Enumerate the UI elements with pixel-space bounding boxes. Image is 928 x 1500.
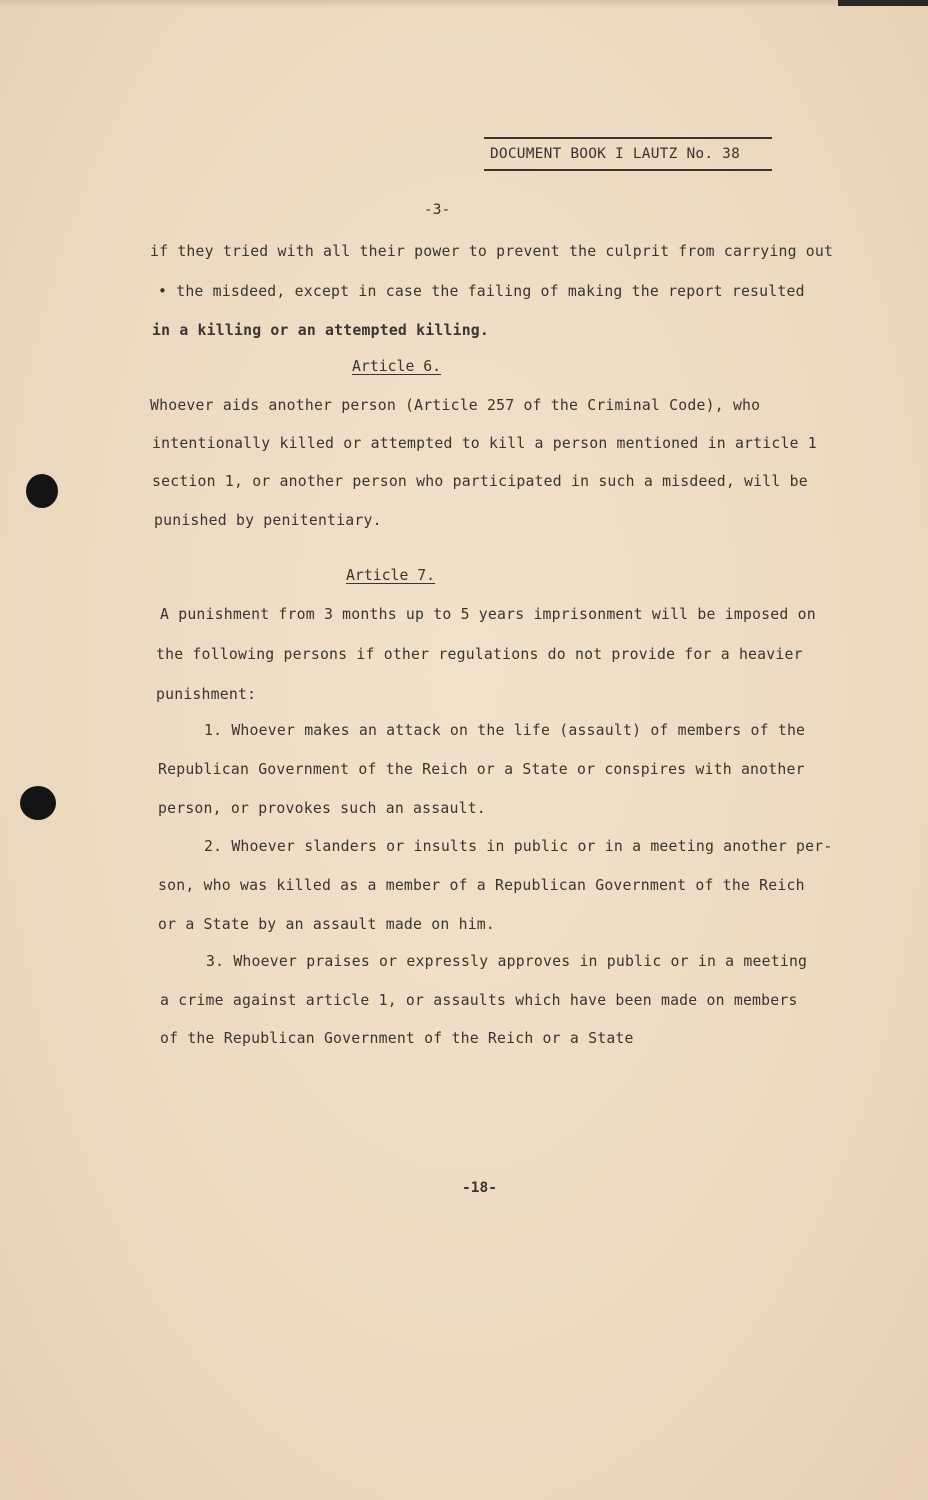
document-reference: DOCUMENT BOOK I LAUTZ No. 38 (490, 146, 741, 162)
text-line: or a State by an assault made on him. (158, 916, 496, 933)
header-rule-bottom (484, 169, 772, 171)
text-line: son, who was killed as a member of a Republican Government of the Reich (158, 877, 805, 894)
punch-hole (26, 474, 58, 508)
text-line: • the misdeed, except in case the failing of making the report resulted (158, 283, 805, 300)
header-rule-top (484, 137, 772, 139)
text-line: of the Republican Government of the Reich or a State (160, 1030, 634, 1047)
text-line: person, or provokes such an assault. (158, 800, 486, 817)
text-line: Whoever aids another person (Article 257 of the Criminal Code), who (150, 397, 761, 414)
text-line: 3. Whoever praises or expressly approves in public or in a meeting (206, 953, 808, 970)
paper-top-edge (0, 0, 928, 8)
text-line: in a killing or an attempted killing. (152, 322, 490, 339)
text-line: if they tried with all their power to prevent the culprit from carrying out (150, 243, 834, 260)
text-line: punished by penitentiary. (154, 512, 382, 529)
text-line: A punishment from 3 months up to 5 years imprisonment will be imposed on (160, 606, 816, 623)
text-line: intentionally killed or attempted to kill a person mentioned in article 1 (152, 435, 817, 452)
footer-page-number: -18- (462, 1180, 497, 1196)
text-line: 2. Whoever slanders or insults in public or in a meeting another per- (204, 838, 833, 855)
text-line: 1. Whoever makes an attack on the life (assault) of members of the (204, 722, 806, 739)
corner-mark (838, 0, 928, 6)
article-7-heading: Article 7. (346, 567, 436, 584)
text-line: punishment: (156, 686, 257, 703)
text-line: the following persons if other regulations do not provide for a heavier (156, 646, 803, 663)
article-6-heading: Article 6. (352, 358, 442, 375)
text-line: a crime against article 1, or assaults which have been made on members (160, 992, 798, 1009)
text-line: section 1, or another person who participated in such a misdeed, will be (152, 473, 808, 490)
punch-hole (20, 786, 56, 820)
page-marker: -3- (424, 202, 451, 218)
text-line: Republican Government of the Reich or a State or conspires with another (158, 761, 805, 778)
